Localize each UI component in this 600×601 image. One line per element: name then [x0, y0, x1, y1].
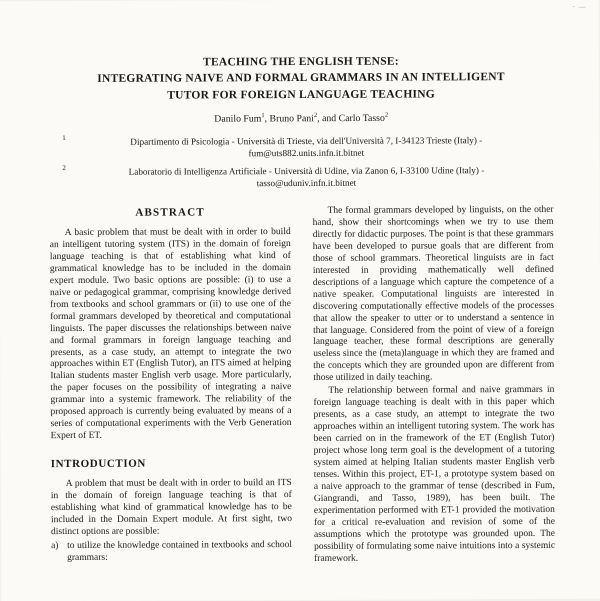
affiliation-number: 1: [62, 134, 66, 143]
affiliation-entry: [62, 134, 540, 160]
introduction-heading: INTRODUCTION: [50, 457, 146, 471]
list-item-text: to utilize the knowledge contained in textbooks and school grammars:: [67, 540, 293, 564]
list-marker: a): [51, 541, 59, 552]
author-name: Bruno Pani: [269, 113, 314, 125]
affiliation-number: 2: [62, 163, 66, 172]
affiliation-block: [62, 134, 540, 190]
abstract-paragraph: A basic problem that must be dealt with in order to build an intelligent tutoring system (ITS) in the domain of foreign language teaching is that of establishing what kind of grammatical knowledge has to be included in the domain expert module. Two basic options are possible: (i) to use a naive or pedagogical grammar, comprising knowledge derived from textbooks and school grammars or (ii) to use one of the formal grammars developed by theoretical and computational linguists. The paper discusses the relationships between naive and formal grammars in foreign language teaching and presents, as a case study, an attempt to integrate the two approaches within ET (English Tutor), an ITS aimed at helping Italian students master English verb usage. More particularly, the paper focuses on the possibility of integrating a naive grammar into a systemic framework. The reliability of the proposed approach is currently being evaluated by means of a series of computational experiments with the Verb Generation Expert of ET.: [49, 226, 292, 442]
affiliation-text-line: Laboratorio di Intelligenza Artificiale - Università di Udine, via Zanon 6, I-33100 Udine (Italy) -: [128, 164, 485, 177]
author-name: and Carlo Tasso: [322, 112, 385, 125]
affiliation-entry: [62, 163, 540, 189]
author-affiliation-ref: 2: [313, 111, 318, 119]
author-affiliation-ref: 2: [384, 111, 389, 119]
body-paragraph: The relationship between formal and naive grammars in foreign language teaching is dealt with in this paper which presents, as a case study, an attempt to integrate the two approaches within an intelligent tutoring system. The work has been carried on in the framework of the ET (English Tutor) project whose long term goal is the development of a tutoring system aimed at helping Italian students master English verb tenses. Within this project, ET-1, a prototype system based on a naive approach to the grammar of tense (described in Fum, Giangrandi, and Tasso, 1989), has been built. The experimentation performed with ET-1 provided the motivation for a critical re-evaluation and revision of some of the assumptions which the prototype was grounded upon. The possibility of formulating some naive intuitions into a systemic framework.: [313, 385, 556, 564]
author-separator: ,: [317, 113, 323, 125]
abstract-heading: ABSTRACT: [135, 206, 205, 219]
left-column: [50, 206, 293, 567]
paper-title-line-1: TEACHING THE ENGLISH TENSE:: [203, 55, 399, 69]
affiliation-text-line: Dipartimento di Psicologia - Università di Trieste, via dell'Università 7, I-34123 Trieste (Italy) -: [130, 135, 483, 147]
scan-corner-mark: · —: [572, 2, 587, 11]
author-line: [49, 111, 553, 125]
author-name: Danilo Fum: [214, 113, 262, 125]
affiliation-email: tasso@uduniv.infn.it.bitnet: [256, 177, 357, 188]
two-column-body: [50, 205, 556, 567]
option-list-item-a: [51, 540, 292, 565]
paper-title-line-2: INTEGRATING NAIVE AND FORMAL GRAMMARS IN AN INTELLIGENT: [97, 71, 505, 86]
paper-title-line-3: TUTOR FOR FOREIGN LANGUAGE TEACHING: [167, 88, 436, 102]
author-affiliation-ref: 1: [261, 112, 265, 120]
affiliation-email: fum@uts882.units.infn.it.bitnet: [248, 148, 365, 159]
introduction-paragraph: A problem that must be dealt with in order to build an ITS in the domain of foreign language teaching is that of establishing what kind of grammatical knowledge has to be included in the Domain Expert module. At first sight, two distinct options are possible:: [50, 478, 292, 538]
author-separator: ,: [264, 113, 270, 125]
body-paragraph: The formal grammars developed by linguists, on the other hand, show their shortcomings when we try to use them directly for didactic purposes. The point is that these grammars have been developed to pursue goals that are different from those of school grammars. Theoretical linguists are in fact interested in providing mathematically well defined descriptions of a language which capture the competence of a native speaker. Computational linguists are interested in discovering computationally effective models of the processes that allow the speaker to utter or to understand a sentence in that language. Considered from the point of view of a foreign language teacher, these formal descriptions are generally useless since the (meta)language in which they are framed and the concepts which they are grounded upon are different from those utilized in daily teaching.: [312, 204, 555, 384]
paper-title: [49, 53, 553, 104]
right-column: [313, 205, 556, 566]
